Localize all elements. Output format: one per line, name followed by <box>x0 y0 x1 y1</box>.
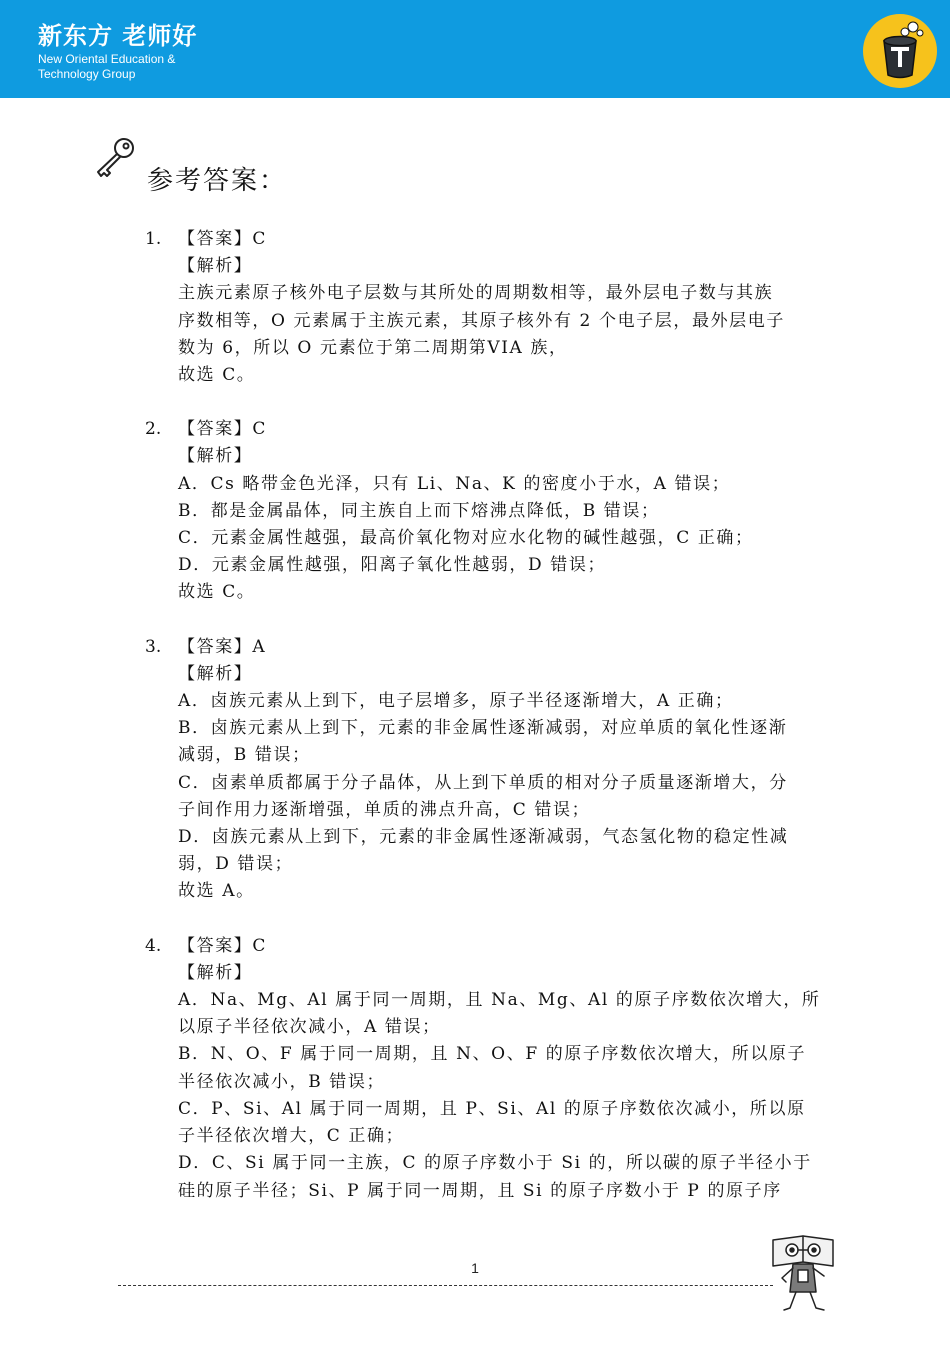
text-line: B．N、O、F 属于同一周期，且 N、O、F 的原子序数依次增大，所以原子 <box>178 1044 807 1065</box>
text-line: C．元素金属性越强，最高价氧化物对应水化物的碱性越强，C 正确； <box>178 528 754 549</box>
analysis-label: 【解析】 <box>178 256 253 277</box>
answer-list <box>0 226 950 1232</box>
question-2 <box>0 416 950 606</box>
analysis-label: 【解析】 <box>178 446 253 467</box>
question-number: 1. <box>145 229 162 249</box>
brand-name-en-line2: Technology Group <box>38 67 136 81</box>
question-number: 4. <box>145 935 162 956</box>
text-line: 半径依次减小，B 错误； <box>178 1071 386 1092</box>
brand-name-en-line1: New Oriental Education & <box>38 52 176 66</box>
text-line: 故选 C。 <box>178 582 256 603</box>
text-line: A．Na、Mg、Al 属于同一周期，且 Na、Mg、Al 的原子序数依次增大，所 <box>178 990 821 1011</box>
cup-logo-icon <box>862 13 938 89</box>
text-line: 硅的原子半径；Si、P 属于同一周期，且 Si 的原子序数小于 P 的原子序 <box>178 1180 782 1201</box>
text-line: 故选 C。 <box>178 365 256 386</box>
page-header <box>0 0 950 98</box>
reading-mascot-icon <box>770 1232 836 1316</box>
text-line: 主族元素原子核外电子层数与其所处的周期数相等，最外层电子数与其族 <box>178 283 774 304</box>
text-line: B．都是金属晶体，同主族自上而下熔沸点降低，B 错误； <box>178 500 660 521</box>
answer-line: 【答案】A <box>178 636 267 657</box>
text-line: 子半径依次增大，C 正确； <box>178 1126 405 1147</box>
text-line: D．卤族元素从上到下，元素的非金属性逐渐减弱，气态氢化物的稳定性减 <box>178 827 789 848</box>
analysis-label: 【解析】 <box>178 962 253 983</box>
key-icon <box>92 136 138 182</box>
answer-line: 【答案】C <box>178 935 268 956</box>
question-number: 2. <box>145 419 162 440</box>
question-3 <box>0 634 950 906</box>
text-line: 减弱，B 错误； <box>178 745 311 766</box>
text-line: D．C、Si 属于同一主族，C 的原子序数小于 Si 的，所以碳的原子半径小于 <box>178 1153 812 1174</box>
brand-name-cn: 新东方 老师好 <box>38 22 198 50</box>
answer-line: 【答案】C <box>178 419 268 440</box>
question-number: 3. <box>145 636 162 657</box>
answer-line: 【答案】C <box>178 229 268 249</box>
text-line: C．卤素单质都属于分子晶体，从上到下单质的相对分子质量逐渐增大，分 <box>178 772 788 793</box>
text-line: 故选 A。 <box>178 881 255 902</box>
brand-name-en <box>38 52 175 82</box>
text-line: 数为 6，所以 O 元素位于第二周期第VIA 族， <box>178 337 568 358</box>
text-line: 以原子半径依次减小，A 错误； <box>178 1017 441 1038</box>
text-line: 弱，D 错误； <box>178 854 294 875</box>
analysis-label: 【解析】 <box>178 663 253 684</box>
text-line: D．元素金属性越强，阳离子氧化性越弱，D 错误； <box>178 555 607 576</box>
text-line: C．P、Si、Al 属于同一周期，且 P、Si、Al 的原子序数依次减小，所以原 <box>178 1098 806 1119</box>
text-line: A．卤族元素从上到下，电子层增多，原子半径逐渐增大，A 正确； <box>178 691 734 712</box>
footer-divider <box>118 1285 773 1286</box>
section-title: 参考答案： <box>147 166 288 196</box>
page-number: 1 <box>471 1260 479 1276</box>
question-1 <box>0 226 950 389</box>
text-line: 子间作用力逐渐增强，单质的沸点升高，C 错误； <box>178 799 591 820</box>
text-line: A．Cs 略带金色光泽，只有 Li、Na、K 的密度小于水，A 错误； <box>178 473 731 494</box>
question-4 <box>0 933 950 1205</box>
text-line: B．卤族元素从上到下，元素的非金属性逐渐减弱，对应单质的氧化性逐渐 <box>178 718 788 739</box>
text-line: 序数相等，O 元素属于主族元素，其原子核外有 2 个电子层，最外层电子 <box>178 310 785 331</box>
